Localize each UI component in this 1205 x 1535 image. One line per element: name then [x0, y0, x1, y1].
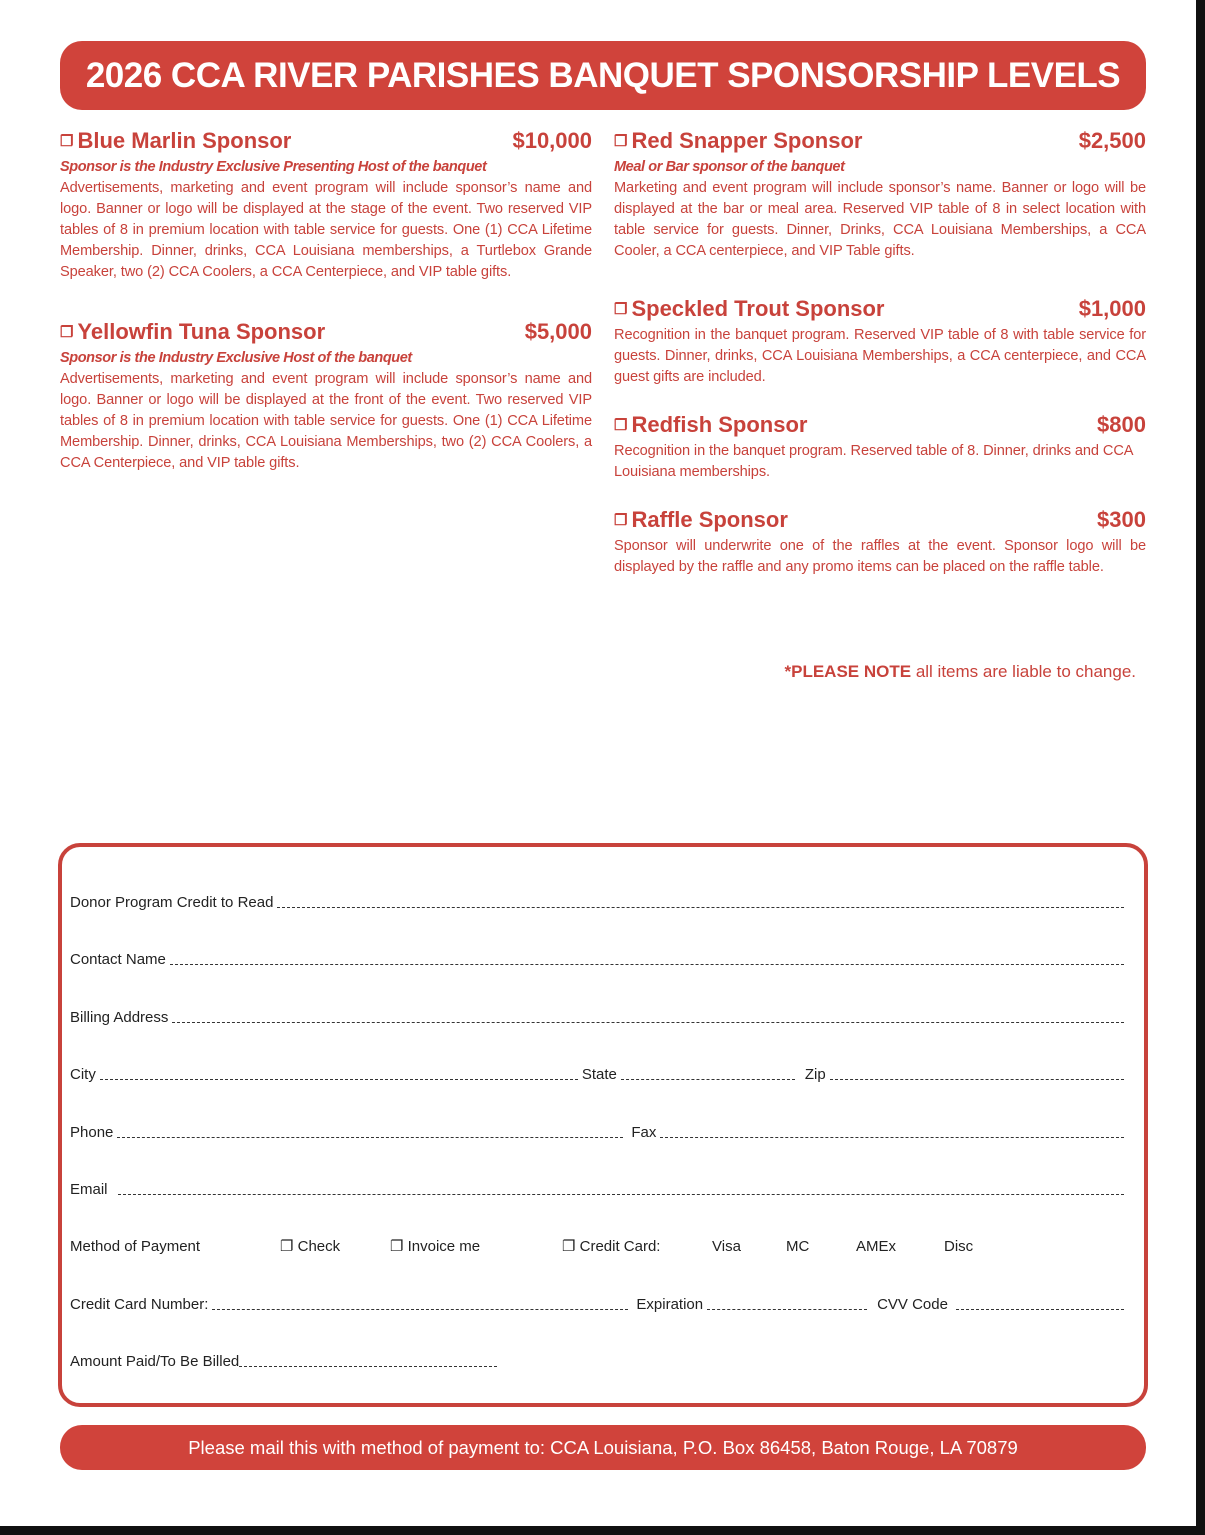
sponsor-red-snapper: [614, 128, 1146, 262]
phone-field[interactable]: [117, 1137, 623, 1138]
sponsor-name: Red Snapper Sponsor: [631, 128, 863, 153]
cc-number-field[interactable]: [212, 1309, 628, 1310]
city-label: City: [70, 1066, 96, 1083]
fax-field[interactable]: [660, 1137, 1124, 1138]
title-banner: 2026 CCA RIVER PARISHES BANQUET SPONSORSHIP LEVELS: [60, 41, 1146, 110]
expiration-field[interactable]: [707, 1309, 867, 1310]
sponsor-description: Advertisements, marketing and event program will include sponsor’s name and logo. Banner or logo will be displayed at the stage of the event. Two reserved VIP tables of 8 in premium location with table service for guests. One (1) CCA Lifetime Membership. Dinner, drinks, CCA Louisiana memberships, a Turtlebox Grande Speaker, two (2) CCA Coolers, a CCA Centerpiece, and VIP table gifts.: [60, 180, 592, 280]
sponsor-subtitle: Meal or Bar sponsor of the banquet: [614, 159, 845, 175]
city-field[interactable]: [100, 1079, 578, 1080]
right-column: [614, 128, 1146, 602]
sponsor-price: $300: [1097, 507, 1146, 532]
sponsor-description: Advertisements, marketing and event program will include sponsor’s name and logo. Banner or logo will be displayed at the front of the event. Two reserved VIP tables of 8 in premium location with table service for guests. One (1) CCA Lifetime Membership. Dinner, drinks, CCA Louisiana Memberships, two (2) CCA Coolers, a CCA Centerpiece, and VIP table gifts.: [60, 371, 592, 471]
checkbox[interactable]: ❐: [614, 133, 628, 150]
sponsor-price: $800: [1097, 412, 1146, 437]
sponsor-subtitle: Sponsor is the Industry Exclusive Host of the banquet: [60, 350, 412, 366]
sponsor-price: $1,000: [1078, 296, 1146, 321]
sponsor-description: Recognition in the banquet program. Reserved VIP table of 8 with table service for guests. Dinner, drinks, CCA Louisiana Memberships, a CCA centerpiece, and CCA guest gifts are included.: [614, 327, 1146, 385]
contact-name-field[interactable]: [170, 964, 1124, 965]
cc-number-label: Credit Card Number:: [70, 1296, 209, 1313]
amex-option[interactable]: AMEx: [856, 1238, 897, 1255]
sponsor-name: Redfish Sponsor: [631, 412, 808, 437]
sponsor-price: $5,000: [524, 319, 592, 344]
sponsor-subtitle: Sponsor is the Industry Exclusive Presenting Host of the banquet: [60, 159, 487, 175]
payment-method-label: Method of Payment: [70, 1238, 201, 1255]
fax-label: Fax: [631, 1124, 657, 1141]
sponsor-description: Sponsor will underwrite one of the raffles at the event. Sponsor logo will be displayed by the raffle and any promo items can be placed on the raffle table.: [614, 538, 1146, 575]
note-bold: *PLEASE NOTE: [784, 662, 912, 681]
checkbox[interactable]: ❐: [60, 133, 74, 150]
donor-credit-field[interactable]: [277, 907, 1124, 908]
cvv-field[interactable]: [956, 1309, 1124, 1310]
amount-label: Amount Paid/To Be Billed: [70, 1353, 240, 1370]
sponsor-price: $2,500: [1078, 128, 1146, 153]
expiration-label: Expiration: [636, 1296, 704, 1313]
sponsor-yellowfin-tuna: [60, 319, 592, 474]
contact-name-label: Contact Name: [70, 951, 166, 968]
checkbox[interactable]: ❐: [614, 417, 628, 434]
checkbox[interactable]: ❐: [614, 301, 628, 318]
note-text: all items are liable to change.: [911, 662, 1136, 681]
zip-label: Zip: [804, 1066, 826, 1083]
sponsor-name: Speckled Trout Sponsor: [631, 296, 885, 321]
sponsor-description: Marketing and event program will include sponsor’s name. Banner or logo will be displayed at the bar or meal area. Reserved VIP table of 8 in select location with table service for guests. Dinner, Drinks, CCA Louisiana Memberships, a CCA Cooler, a CCA centerpiece, and VIP Table gifts.: [614, 180, 1146, 259]
billing-address-field[interactable]: [172, 1022, 1124, 1023]
phone-label: Phone: [70, 1124, 114, 1141]
credit-card-option[interactable]: ❐ Credit Card:: [562, 1238, 661, 1255]
check-option[interactable]: ❐ Check: [280, 1238, 341, 1255]
sponsor-name: Yellowfin Tuna Sponsor: [77, 319, 326, 344]
state-label: State: [581, 1066, 617, 1083]
sponsor-name: Raffle Sponsor: [631, 507, 788, 532]
state-field[interactable]: [621, 1079, 795, 1080]
checkbox[interactable]: ❐: [614, 512, 628, 529]
sponsor-name: Blue Marlin Sponsor: [77, 128, 292, 153]
mailing-footer: Please mail this with method of payment to: CCA Louisiana, P.O. Box 86458, Baton Rouge, LA 70879: [60, 1425, 1146, 1470]
email-field[interactable]: [118, 1194, 1124, 1195]
checkbox[interactable]: ❐: [60, 324, 74, 341]
amount-field[interactable]: [239, 1366, 497, 1367]
sponsor-blue-marlin: [60, 128, 592, 283]
sponsor-description: Recognition in the banquet program. Reserved table of 8. Dinner, drinks and CCA Louisiana memberships.: [614, 443, 1133, 480]
mc-option[interactable]: MC: [786, 1238, 810, 1255]
sponsor-redfish: [614, 412, 1146, 483]
left-column: [60, 128, 592, 498]
zip-field[interactable]: [830, 1079, 1124, 1080]
visa-option[interactable]: Visa: [712, 1238, 741, 1255]
sponsor-price: $10,000: [512, 128, 592, 153]
disc-option[interactable]: Disc: [944, 1238, 974, 1255]
email-label: Email: [70, 1181, 108, 1198]
sponsor-form: [58, 843, 1148, 1407]
cvv-label: CVV Code: [877, 1296, 948, 1313]
donor-credit-label: Donor Program Credit to Read: [70, 894, 274, 911]
sponsor-speckled-trout: [614, 296, 1146, 388]
billing-address-label: Billing Address: [70, 1009, 169, 1026]
invoice-option[interactable]: ❐ Invoice me: [390, 1238, 481, 1255]
sponsor-raffle: [614, 507, 1146, 578]
disclaimer-note: [785, 662, 1137, 682]
